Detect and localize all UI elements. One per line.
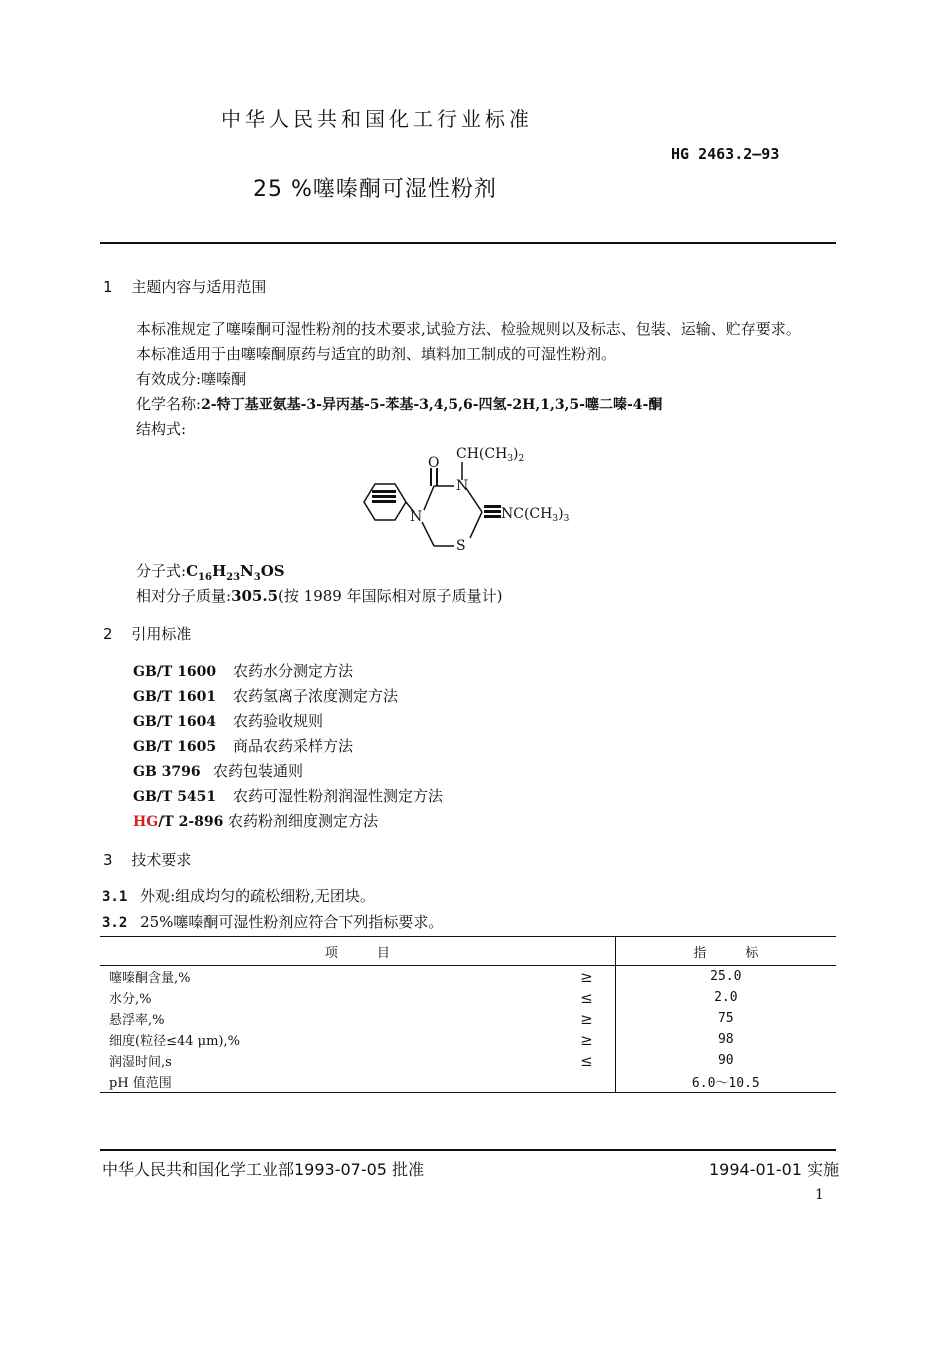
section1-title: 主题内容与适用范围	[131, 278, 267, 296]
imine-bar-1	[484, 505, 501, 508]
row-comparator: ≥	[553, 1029, 616, 1050]
section2-number: 2	[103, 625, 113, 643]
molecular-mass-line	[136, 585, 502, 606]
reference-item	[133, 660, 353, 681]
row-name: 水分,%	[109, 992, 152, 1007]
molecular-mass-label: 相对分子质量:	[136, 587, 232, 605]
standard-title: 中华人民共和国化工行业标准	[221, 107, 533, 131]
reference-title: 农药粉剂细度测定方法	[228, 812, 379, 830]
row-name: 悬浮率,%	[109, 1013, 165, 1028]
imino-group: $NC(CH_3)_3$	[501, 506, 570, 524]
footer-divider	[100, 1149, 836, 1151]
reference-code: GB/T 1600	[133, 664, 217, 680]
reference-item	[133, 735, 353, 756]
reference-title: 农药验收规则	[233, 712, 324, 730]
chemical-name-line	[136, 393, 662, 414]
row-name: 润湿时间,s	[109, 1055, 172, 1070]
table-row	[100, 1050, 836, 1071]
reference-title: 农药可湿性粉剂润湿性测定方法	[233, 787, 444, 805]
reference-title: 农药包装通则	[213, 762, 304, 780]
reference-code: GB/T 1604	[133, 714, 217, 730]
header-divider	[100, 242, 836, 244]
table-row	[100, 1008, 836, 1029]
row-comparator: ≥	[553, 1008, 616, 1029]
structural-formula	[350, 440, 600, 565]
bond-n-carbonyl	[424, 486, 434, 510]
reference-item	[133, 785, 443, 806]
molecular-formula: $C_{16}H_{23}N_3OS$	[186, 562, 285, 583]
imine-bar-2	[484, 510, 501, 513]
table-header-row	[100, 937, 836, 966]
section2-heading	[103, 623, 191, 644]
ring-n1-label: N	[410, 509, 423, 525]
reference-code: HG/T 2-896	[133, 814, 224, 830]
reference-code: GB/T 5451	[133, 789, 217, 805]
isopropyl-group: $CH(CH_3)_2$	[456, 446, 525, 464]
clause-3-2	[102, 911, 443, 932]
row-name: 细度(粒径≤44 μm),%	[109, 1034, 240, 1049]
reference-item	[133, 685, 398, 706]
reference-title: 农药水分测定方法	[233, 662, 354, 680]
table-row	[100, 987, 836, 1008]
section2-title: 引用标准	[131, 625, 192, 643]
chemical-name-label: 化学名称:	[136, 395, 202, 413]
row-value: 25.0	[710, 969, 742, 984]
section3-number: 3	[103, 851, 113, 869]
section1-paragraph-1: 本标准规定了噻嗪酮可湿性粉剂的技术要求,试验方法、检验规则以及标志、包装、运输、贮存要求。	[136, 320, 801, 338]
spec-table	[100, 936, 836, 1093]
molecular-formula-line	[136, 560, 285, 583]
row-value: 75	[717, 1011, 734, 1026]
reference-code: GB 3796	[133, 764, 201, 780]
table-row	[100, 966, 836, 988]
active-ingredient-label: 有效成分:	[136, 370, 202, 388]
phenyl-bar-2	[372, 495, 396, 498]
row-name: 噻嗪酮含量,%	[109, 971, 191, 986]
standard-code: HG 2463.2—93	[671, 145, 780, 163]
reference-item	[133, 810, 378, 831]
section1-paragraph-2: 本标准适用于由噻嗪酮原药与适宜的助剂、填料加工制成的可湿性粉剂。	[136, 345, 617, 363]
page-number: 1	[815, 1187, 824, 1203]
structure-label: 结构式:	[136, 420, 187, 438]
row-value: 98	[717, 1032, 734, 1047]
reference-item	[133, 760, 303, 781]
effective-date: 1994-01-01 实施	[709, 1160, 840, 1179]
row-comparator	[553, 1071, 616, 1093]
reference-item	[133, 710, 323, 731]
reference-title: 农药氢离子浓度测定方法	[233, 687, 399, 705]
clause-3-1-text: 外观:组成均匀的疏松细粉,无团块。	[140, 887, 375, 905]
table-header-spec: 指 标	[615, 937, 836, 966]
clause-3-2-text: 25%噻嗪酮可湿性粉剂应符合下列指标要求。	[140, 913, 444, 931]
ring-n2-label: N	[456, 478, 469, 494]
bond-c2-s	[470, 512, 482, 538]
section1-heading	[103, 276, 266, 297]
molecular-mass-value: 305.5	[231, 587, 279, 605]
section3-title: 技术要求	[131, 851, 192, 869]
table-header-item: 项 目	[100, 937, 615, 966]
clause-3-1-number: 3.1	[102, 889, 128, 905]
document-title: 25 %噻嗪酮可湿性粉剂	[253, 177, 497, 202]
row-comparator: ≤	[553, 1050, 616, 1071]
table-row	[100, 1029, 836, 1050]
phenyl-bar-3	[372, 500, 396, 503]
clause-3-2-number: 3.2	[102, 915, 128, 931]
row-name: pH 值范围	[100, 1071, 553, 1093]
reference-title: 商品农药采样方法	[233, 737, 354, 755]
approval-line: 中华人民共和国化学工业部1993-07-05 批准	[102, 1160, 425, 1179]
row-value: 2.0	[714, 990, 738, 1005]
row-value: 6.0～10.5	[615, 1071, 836, 1093]
reference-code: GB/T 1605	[133, 739, 217, 755]
phenyl-bar-1	[372, 490, 396, 493]
section3-heading	[103, 849, 191, 870]
row-comparator: ≤	[553, 987, 616, 1008]
chemical-name-value: 2-特丁基亚氨基-3-异丙基-5-苯基-3,4,5,6-四氢-2H,1,3,5-噻二嗪-4-酮	[201, 397, 663, 413]
oxygen-label: O	[428, 455, 440, 471]
row-comparator: ≥	[553, 966, 616, 988]
table-row	[100, 1071, 836, 1093]
bond-n2-c2	[466, 488, 482, 512]
active-ingredient-value: 噻嗪酮	[201, 370, 247, 388]
clause-3-1	[102, 885, 375, 906]
row-value: 90	[717, 1053, 734, 1068]
section1-number: 1	[103, 278, 113, 296]
molecular-formula-label: 分子式:	[136, 562, 187, 580]
bond-ch2-n	[422, 522, 434, 546]
imine-bar-3	[484, 515, 501, 518]
molecular-mass-note: (按 1989 年国际相对原子质量计)	[278, 587, 503, 605]
active-ingredient-line	[136, 368, 246, 389]
reference-code: GB/T 1601	[133, 689, 217, 705]
ring-s-label: S	[456, 538, 466, 554]
